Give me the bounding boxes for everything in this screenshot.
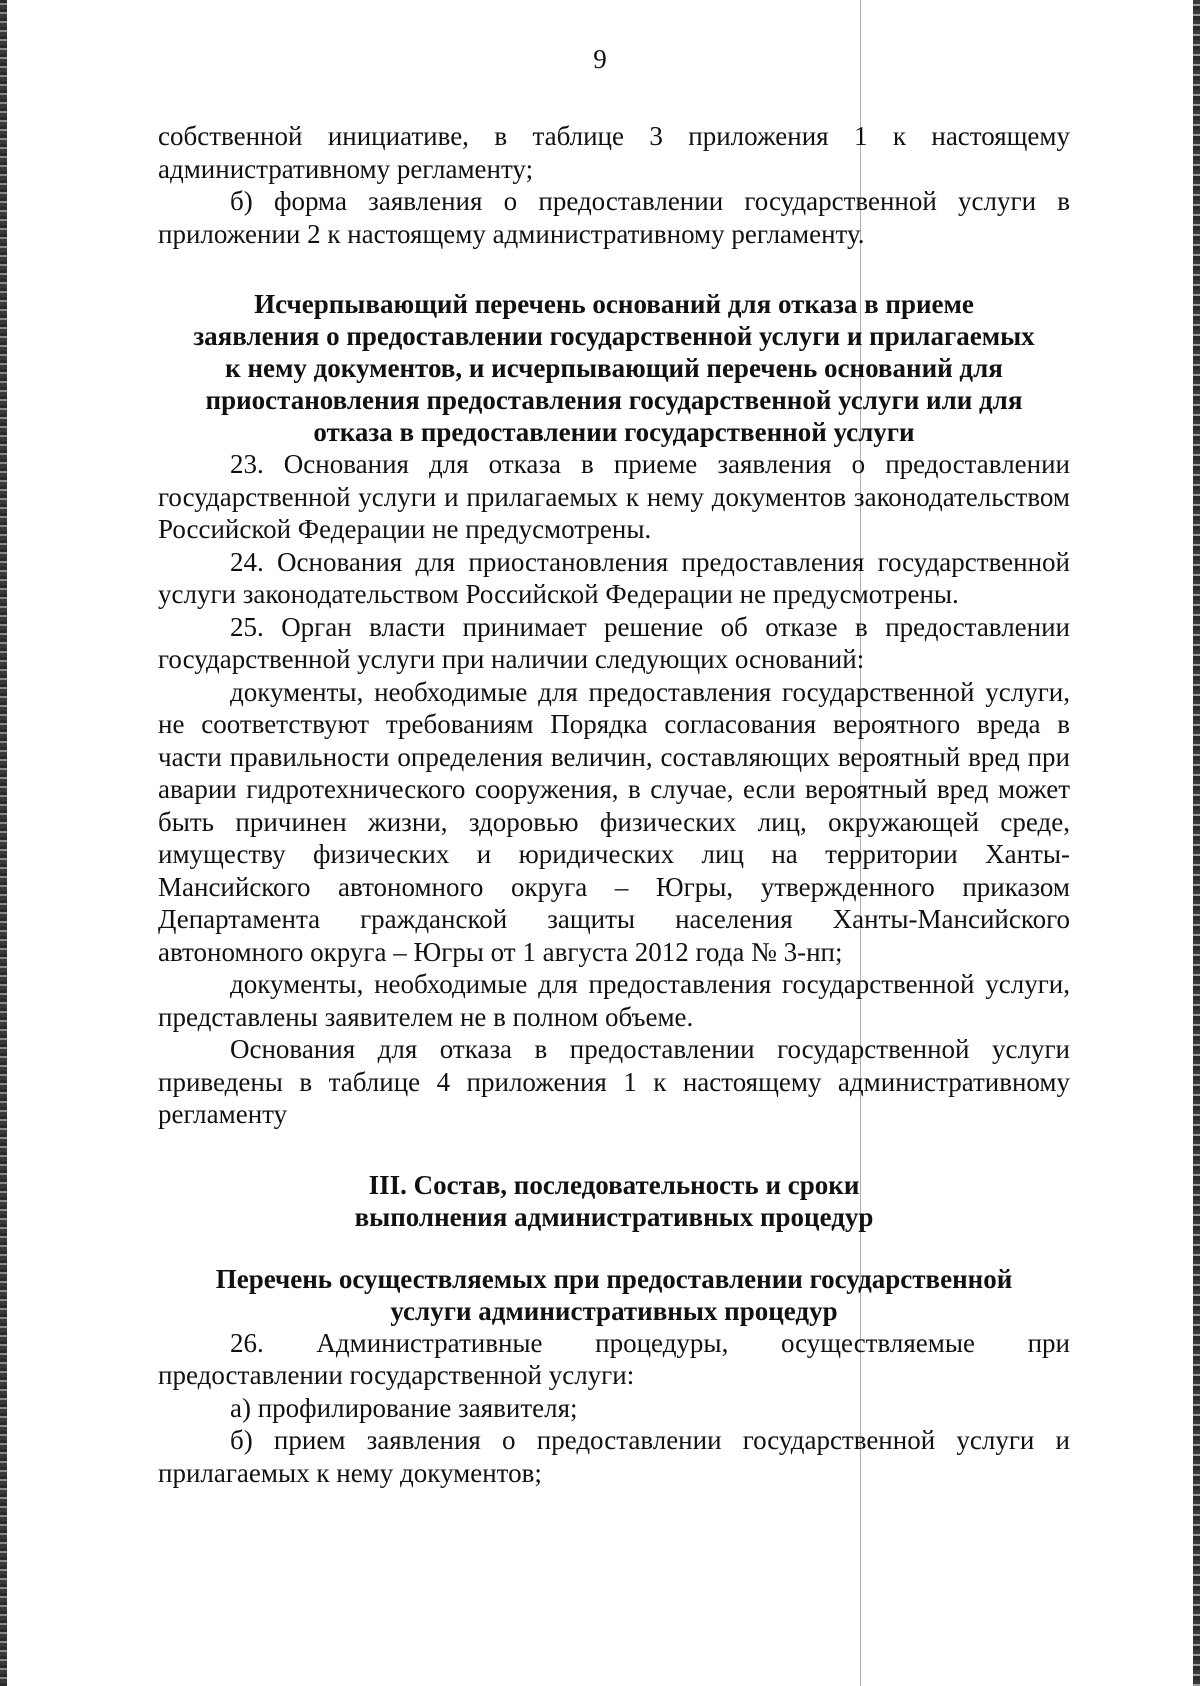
subsection-heading-procedures: Перечень осуществляемых при предоставлении государственной услуги административных процедур (215, 1263, 1013, 1326)
paragraph-b: б) форма заявления о предоставлении государственной услуги в приложении 2 к настоящему административному регламенту. (158, 186, 1070, 249)
paragraph-25: 25. Орган власти принимает решение об отказе в предоставлении государственной услуги при наличии следующих оснований: (158, 611, 1070, 674)
paragraph-26-a: а) профилирование заявителя; (230, 1392, 578, 1423)
paragraph-25-item-2: документы, необходимые для предоставления государственной услуги, представлены заявителем не в полном объеме. (158, 969, 1070, 1032)
paragraph-25-note: Основания для отказа в предоставлении государственной услуги приведены в таблице 4 приложения 1 к настоящему административному регламенту (158, 1034, 1070, 1129)
scan-edge-right (1193, 0, 1200, 1686)
paragraph-continuation: собственной инициативе, в таблице 3 приложения 1 к настоящему административному регламенту; (158, 121, 1070, 184)
paragraph-25-item-1: документы, необходимые для предоставления государственной услуги, не соответствуют требованиям Порядка согласования вероятного вреда в части правильности определения величин, составляющих вероятный вред при аварии гидротехнического сооружения, в случае, если вероятный вред может быть причинен жизни, здоровью физических лиц, окружающей среде, имуществу физических и юридических лиц на территории Ханты-Мансийского автономного округа – Югры, утвержденного приказом Департамента гражданской защиты населения Ханты-Мансийского автономного округа – Югры от 1 августа 2012 года № 3-нп; (158, 676, 1070, 967)
section-heading-iii: III. Состав, последовательность и сроки выполнения административных процедур (354, 1169, 874, 1232)
paragraph-24: 24. Основания для приостановления предоставления государственной услуги законодательством Российской Федерации не предусмотрены. (158, 546, 1070, 609)
scan-edge-left (0, 0, 7, 1686)
paragraph-26-b: б) прием заявления о предоставлении государственной услуги и прилагаемых к нему документов; (158, 1425, 1070, 1488)
document-body (158, 120, 1070, 1489)
page-number: 9 (593, 44, 607, 74)
paragraph-26: 26. Административные процедуры, осуществляемые при предоставлении государственной услуги: (158, 1327, 1070, 1390)
paragraph-23: 23. Основания для отказа в приеме заявления о предоставлении государственной услуги и прилагаемых к нему документов законодательством Российской Федерации не предусмотрены. (158, 449, 1070, 544)
section-heading-refusal-grounds: Исчерпывающий перечень оснований для отказа в приеме заявления о предоставлении государственной услуги и прилагаемых к нему документов, и исчерпывающий перечень оснований для приостановления предоставления государственной услуги или для отказа в предоставлении государственной услуги (193, 289, 1035, 447)
